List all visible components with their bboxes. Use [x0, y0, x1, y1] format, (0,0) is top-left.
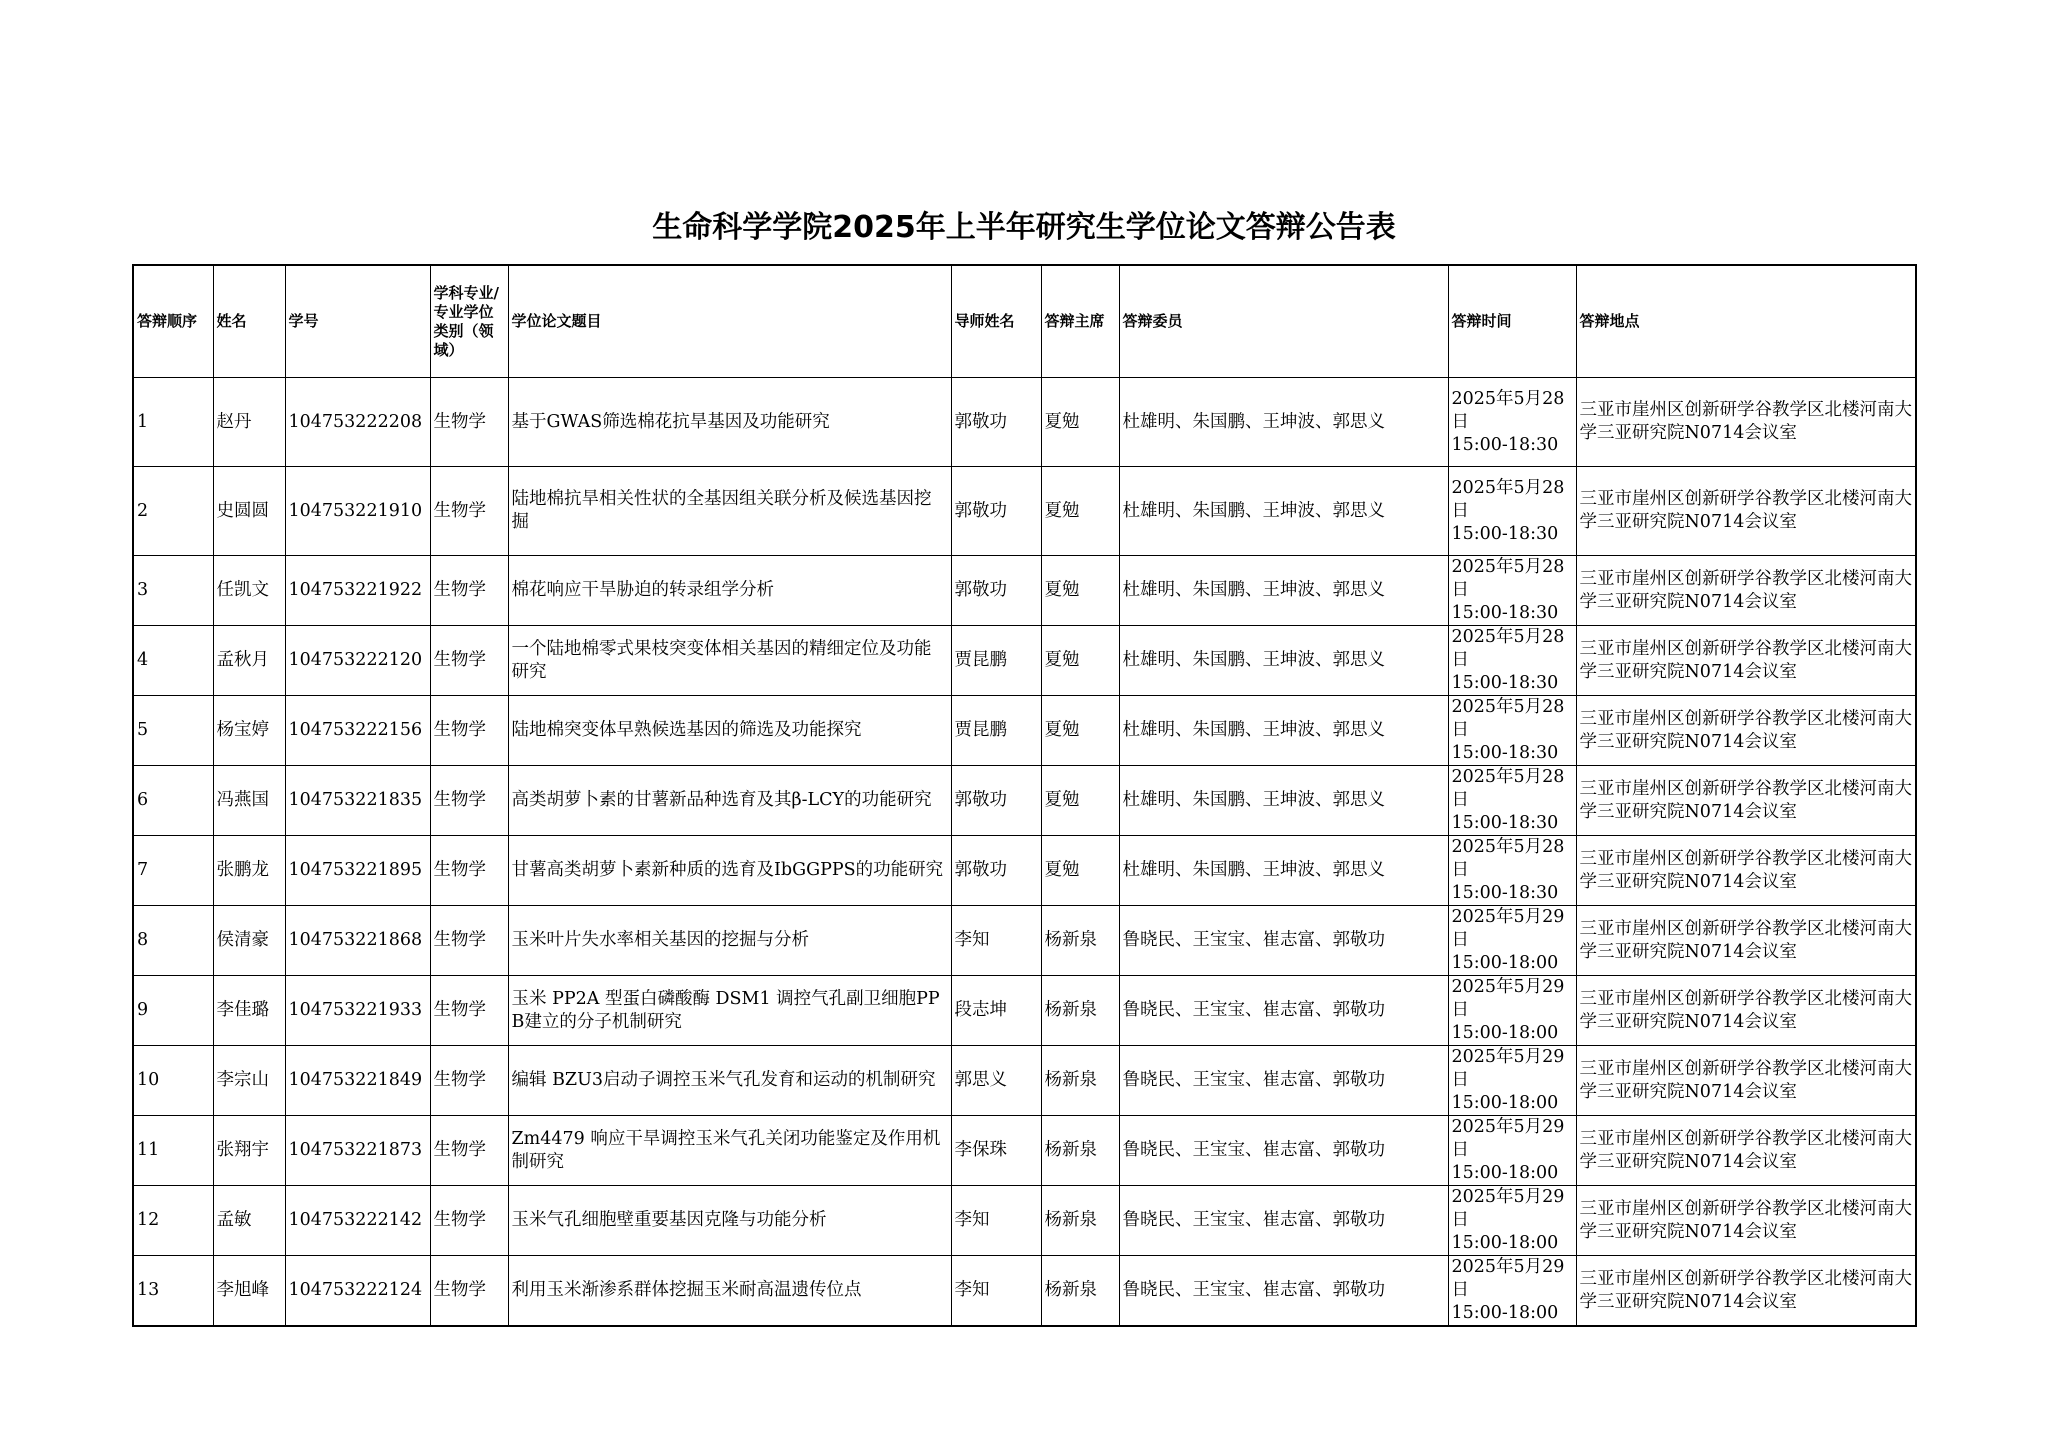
header-student-id: 学号	[285, 265, 430, 378]
cell-order: 4	[133, 626, 213, 696]
table-header-row	[133, 265, 1916, 378]
cell-thesis: 棉花响应干旱胁迫的转录组学分析	[508, 556, 951, 626]
cell-thesis: 玉米叶片失水率相关基因的挖掘与分析	[508, 906, 951, 976]
defense-date: 2025年5月29日	[1451, 907, 1565, 950]
cell-location: 三亚市崖州区创新研学谷教学区北楼河南大学三亚研究院N0714会议室	[1576, 976, 1916, 1046]
cell-location: 三亚市崖州区创新研学谷教学区北楼河南大学三亚研究院N0714会议室	[1576, 556, 1916, 626]
table-row	[133, 1256, 1916, 1327]
cell-student-id: 104753221895	[285, 836, 430, 906]
cell-name: 冯燕国	[213, 766, 285, 836]
cell-members: 鲁晓民、王宝宝、崔志富、郭敬功	[1119, 1256, 1448, 1327]
cell-major: 生物学	[430, 766, 508, 836]
cell-time	[1448, 836, 1576, 906]
defense-time: 15:00-18:00	[1451, 1303, 1559, 1323]
cell-major: 生物学	[430, 1256, 508, 1327]
table-body	[133, 378, 1916, 1327]
cell-time	[1448, 696, 1576, 766]
cell-chair: 夏勉	[1041, 626, 1119, 696]
defense-date: 2025年5月28日	[1451, 627, 1565, 670]
cell-student-id: 104753222208	[285, 378, 430, 467]
cell-advisor: 李知	[951, 1256, 1041, 1327]
defense-date: 2025年5月28日	[1451, 767, 1565, 810]
cell-order: 2	[133, 467, 213, 556]
header-advisor: 导师姓名	[951, 265, 1041, 378]
cell-major: 生物学	[430, 1046, 508, 1116]
cell-time	[1448, 1046, 1576, 1116]
defense-date: 2025年5月28日	[1451, 837, 1565, 880]
cell-student-id: 104753221873	[285, 1116, 430, 1186]
cell-chair: 夏勉	[1041, 836, 1119, 906]
cell-time	[1448, 467, 1576, 556]
defense-time: 15:00-18:00	[1451, 953, 1559, 973]
header-chair: 答辩主席	[1041, 265, 1119, 378]
cell-location: 三亚市崖州区创新研学谷教学区北楼河南大学三亚研究院N0714会议室	[1576, 1186, 1916, 1256]
cell-time	[1448, 1256, 1576, 1327]
cell-major: 生物学	[430, 556, 508, 626]
defense-date: 2025年5月29日	[1451, 1187, 1565, 1230]
cell-student-id: 104753222142	[285, 1186, 430, 1256]
defense-date: 2025年5月29日	[1451, 977, 1565, 1020]
cell-location: 三亚市崖州区创新研学谷教学区北楼河南大学三亚研究院N0714会议室	[1576, 626, 1916, 696]
cell-order: 3	[133, 556, 213, 626]
cell-members: 杜雄明、朱国鹏、王坤波、郭思义	[1119, 696, 1448, 766]
cell-advisor: 李保珠	[951, 1116, 1041, 1186]
cell-thesis: 玉米 PP2A 型蛋白磷酸酶 DSM1 调控气孔副卫细胞PPB建立的分子机制研究	[508, 976, 951, 1046]
table-row	[133, 378, 1916, 467]
cell-student-id: 104753222124	[285, 1256, 430, 1327]
cell-student-id: 104753221868	[285, 906, 430, 976]
cell-order: 13	[133, 1256, 213, 1327]
defense-time: 15:00-18:30	[1451, 673, 1559, 693]
cell-location: 三亚市崖州区创新研学谷教学区北楼河南大学三亚研究院N0714会议室	[1576, 1116, 1916, 1186]
cell-advisor: 李知	[951, 1186, 1041, 1256]
cell-time	[1448, 556, 1576, 626]
cell-name: 孟敏	[213, 1186, 285, 1256]
cell-major: 生物学	[430, 467, 508, 556]
cell-name: 史圆圆	[213, 467, 285, 556]
cell-student-id: 104753222120	[285, 626, 430, 696]
cell-order: 11	[133, 1116, 213, 1186]
cell-name: 侯清豪	[213, 906, 285, 976]
cell-thesis: 陆地棉突变体早熟候选基因的筛选及功能探究	[508, 696, 951, 766]
cell-thesis: 基于GWAS筛选棉花抗旱基因及功能研究	[508, 378, 951, 467]
table-row	[133, 836, 1916, 906]
cell-order: 1	[133, 378, 213, 467]
defense-date: 2025年5月29日	[1451, 1047, 1565, 1090]
cell-name: 李宗山	[213, 1046, 285, 1116]
cell-name: 杨宝婷	[213, 696, 285, 766]
cell-location: 三亚市崖州区创新研学谷教学区北楼河南大学三亚研究院N0714会议室	[1576, 906, 1916, 976]
cell-thesis: 玉米气孔细胞壁重要基因克隆与功能分析	[508, 1186, 951, 1256]
cell-order: 7	[133, 836, 213, 906]
header-name: 姓名	[213, 265, 285, 378]
cell-advisor: 郭敬功	[951, 556, 1041, 626]
cell-time	[1448, 1186, 1576, 1256]
cell-name: 张翔宇	[213, 1116, 285, 1186]
cell-thesis: 高类胡萝卜素的甘薯新品种选育及其β-LCY的功能研究	[508, 766, 951, 836]
cell-name: 赵丹	[213, 378, 285, 467]
cell-members: 杜雄明、朱国鹏、王坤波、郭思义	[1119, 766, 1448, 836]
page-title: 生命科学学院2025年上半年研究生学位论文答辩公告表	[652, 210, 1396, 245]
defense-time: 15:00-18:00	[1451, 1163, 1559, 1183]
cell-chair: 杨新泉	[1041, 1256, 1119, 1327]
cell-chair: 夏勉	[1041, 556, 1119, 626]
cell-advisor: 郭敬功	[951, 378, 1041, 467]
table-row	[133, 1116, 1916, 1186]
defense-date: 2025年5月28日	[1451, 557, 1565, 600]
defense-date: 2025年5月28日	[1451, 697, 1565, 740]
cell-major: 生物学	[430, 976, 508, 1046]
header-members: 答辩委员	[1119, 265, 1448, 378]
cell-advisor: 段志坤	[951, 976, 1041, 1046]
cell-thesis: 编辑 BZU3启动子调控玉米气孔发育和运动的机制研究	[508, 1046, 951, 1116]
defense-date: 2025年5月29日	[1451, 1117, 1565, 1160]
header-major: 学科专业/专业学位类别（领域）	[430, 265, 508, 378]
table-row	[133, 766, 1916, 836]
cell-advisor: 郭敬功	[951, 836, 1041, 906]
table-row	[133, 626, 1916, 696]
cell-major: 生物学	[430, 1116, 508, 1186]
table-row	[133, 906, 1916, 976]
cell-advisor: 贾昆鹏	[951, 696, 1041, 766]
cell-chair: 杨新泉	[1041, 1186, 1119, 1256]
defense-time: 15:00-18:00	[1451, 1093, 1559, 1113]
table-row	[133, 1046, 1916, 1116]
cell-major: 生物学	[430, 696, 508, 766]
cell-order: 8	[133, 906, 213, 976]
cell-major: 生物学	[430, 378, 508, 467]
cell-chair: 杨新泉	[1041, 1046, 1119, 1116]
cell-advisor: 郭思义	[951, 1046, 1041, 1116]
cell-student-id: 104753221910	[285, 467, 430, 556]
cell-location: 三亚市崖州区创新研学谷教学区北楼河南大学三亚研究院N0714会议室	[1576, 378, 1916, 467]
cell-major: 生物学	[430, 626, 508, 696]
cell-chair: 夏勉	[1041, 467, 1119, 556]
cell-chair: 杨新泉	[1041, 976, 1119, 1046]
cell-location: 三亚市崖州区创新研学谷教学区北楼河南大学三亚研究院N0714会议室	[1576, 1256, 1916, 1327]
cell-name: 孟秋月	[213, 626, 285, 696]
table-row	[133, 696, 1916, 766]
cell-student-id: 104753221933	[285, 976, 430, 1046]
header-thesis: 学位论文题目	[508, 265, 951, 378]
cell-advisor: 郭敬功	[951, 467, 1041, 556]
cell-location: 三亚市崖州区创新研学谷教学区北楼河南大学三亚研究院N0714会议室	[1576, 1046, 1916, 1116]
cell-order: 6	[133, 766, 213, 836]
defense-time: 15:00-18:00	[1451, 1233, 1559, 1253]
cell-advisor: 李知	[951, 906, 1041, 976]
cell-name: 张鹏龙	[213, 836, 285, 906]
defense-time: 15:00-18:30	[1451, 434, 1559, 455]
cell-student-id: 104753221922	[285, 556, 430, 626]
cell-thesis: 一个陆地棉零式果枝突变体相关基因的精细定位及功能研究	[508, 626, 951, 696]
cell-time	[1448, 976, 1576, 1046]
defense-schedule-table	[132, 264, 1917, 1327]
cell-order: 9	[133, 976, 213, 1046]
table-row	[133, 556, 1916, 626]
cell-time	[1448, 378, 1576, 467]
defense-time: 15:00-18:30	[1451, 743, 1559, 763]
cell-location: 三亚市崖州区创新研学谷教学区北楼河南大学三亚研究院N0714会议室	[1576, 836, 1916, 906]
defense-time: 15:00-18:30	[1451, 603, 1559, 623]
defense-time: 15:00-18:30	[1451, 813, 1559, 833]
cell-name: 李旭峰	[213, 1256, 285, 1327]
cell-advisor: 贾昆鹏	[951, 626, 1041, 696]
cell-chair: 杨新泉	[1041, 906, 1119, 976]
cell-location: 三亚市崖州区创新研学谷教学区北楼河南大学三亚研究院N0714会议室	[1576, 467, 1916, 556]
cell-members: 鲁晓民、王宝宝、崔志富、郭敬功	[1119, 976, 1448, 1046]
cell-members: 杜雄明、朱国鹏、王坤波、郭思义	[1119, 467, 1448, 556]
cell-chair: 杨新泉	[1041, 1116, 1119, 1186]
cell-advisor: 郭敬功	[951, 766, 1041, 836]
cell-chair: 夏勉	[1041, 766, 1119, 836]
table-row	[133, 1186, 1916, 1256]
cell-members: 鲁晓民、王宝宝、崔志富、郭敬功	[1119, 906, 1448, 976]
cell-thesis: 陆地棉抗旱相关性状的全基因组关联分析及候选基因挖掘	[508, 467, 951, 556]
cell-time	[1448, 766, 1576, 836]
cell-time	[1448, 906, 1576, 976]
header-time: 答辩时间	[1448, 265, 1576, 378]
cell-members: 鲁晓民、王宝宝、崔志富、郭敬功	[1119, 1046, 1448, 1116]
cell-student-id: 104753221835	[285, 766, 430, 836]
defense-time: 15:00-18:30	[1451, 883, 1559, 903]
cell-chair: 夏勉	[1041, 378, 1119, 467]
header-location: 答辩地点	[1576, 265, 1916, 378]
cell-name: 李佳璐	[213, 976, 285, 1046]
table-row	[133, 467, 1916, 556]
defense-date: 2025年5月28日	[1451, 388, 1565, 432]
cell-time	[1448, 626, 1576, 696]
cell-members: 杜雄明、朱国鹏、王坤波、郭思义	[1119, 378, 1448, 467]
defense-time: 15:00-18:30	[1451, 523, 1559, 544]
cell-order: 5	[133, 696, 213, 766]
defense-date: 2025年5月29日	[1451, 1257, 1565, 1300]
cell-members: 杜雄明、朱国鹏、王坤波、郭思义	[1119, 836, 1448, 906]
cell-members: 杜雄明、朱国鹏、王坤波、郭思义	[1119, 626, 1448, 696]
cell-location: 三亚市崖州区创新研学谷教学区北楼河南大学三亚研究院N0714会议室	[1576, 696, 1916, 766]
defense-time: 15:00-18:00	[1451, 1023, 1559, 1043]
cell-name: 任凯文	[213, 556, 285, 626]
header-order: 答辩顺序	[133, 265, 213, 378]
cell-members: 鲁晓民、王宝宝、崔志富、郭敬功	[1119, 1116, 1448, 1186]
cell-thesis: 甘薯高类胡萝卜素新种质的选育及IbGGPPS的功能研究	[508, 836, 951, 906]
cell-order: 12	[133, 1186, 213, 1256]
cell-major: 生物学	[430, 836, 508, 906]
cell-thesis: 利用玉米渐渗系群体挖掘玉米耐高温遗传位点	[508, 1256, 951, 1327]
cell-chair: 夏勉	[1041, 696, 1119, 766]
cell-members: 鲁晓民、王宝宝、崔志富、郭敬功	[1119, 1186, 1448, 1256]
cell-order: 10	[133, 1046, 213, 1116]
cell-time	[1448, 1116, 1576, 1186]
cell-thesis: Zm4479 响应干旱调控玉米气孔关闭功能鉴定及作用机制研究	[508, 1116, 951, 1186]
cell-major: 生物学	[430, 1186, 508, 1256]
cell-major: 生物学	[430, 906, 508, 976]
defense-date: 2025年5月28日	[1451, 477, 1565, 521]
cell-members: 杜雄明、朱国鹏、王坤波、郭思义	[1119, 556, 1448, 626]
cell-student-id: 104753222156	[285, 696, 430, 766]
cell-location: 三亚市崖州区创新研学谷教学区北楼河南大学三亚研究院N0714会议室	[1576, 766, 1916, 836]
cell-student-id: 104753221849	[285, 1046, 430, 1116]
table-row	[133, 976, 1916, 1046]
